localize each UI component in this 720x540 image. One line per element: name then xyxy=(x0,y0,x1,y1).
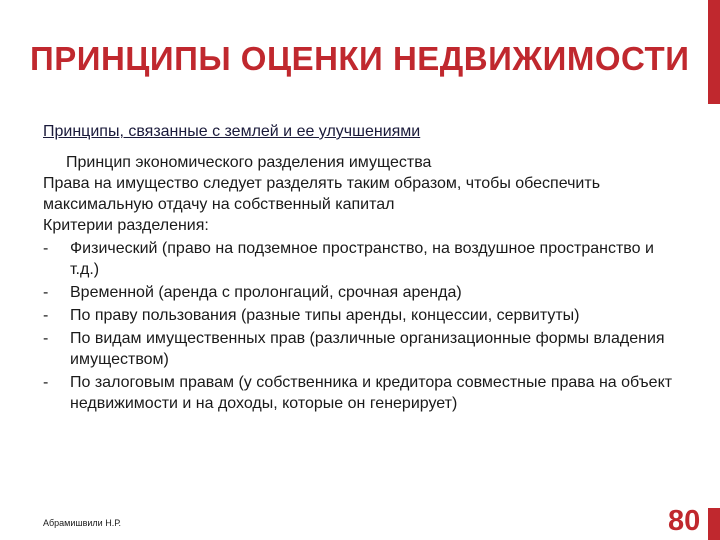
top-accent-bar xyxy=(708,0,720,104)
list-item xyxy=(43,328,683,370)
list-item-text: По залоговым правам (у собственника и кредитора совместные права на объект недвижимости и на доходы, которые он генерирует) xyxy=(70,374,673,412)
slide-title: ПРИНЦИПЫ ОЦЕНКИ НЕДВИЖИМОСТИ xyxy=(30,40,690,77)
bullet-dash: - xyxy=(43,330,49,347)
list-item xyxy=(43,282,683,303)
list-item-text: По видам имущественных прав (различные организационные формы владения имуществом) xyxy=(70,330,665,368)
bullet-dash: - xyxy=(43,374,49,391)
bullet-dash: - xyxy=(43,240,49,257)
footer-author: Абрамишвили Н.Р. xyxy=(43,518,121,528)
list-item xyxy=(43,372,683,414)
bullet-dash: - xyxy=(43,284,49,301)
slide-subtitle: Принципы, связанные с землей и ее улучшениями xyxy=(43,123,421,140)
list-item-text: По праву пользования (разные типы аренды, концессии, сервитуты) xyxy=(70,307,580,324)
slide-content xyxy=(43,152,683,414)
list-item-text: Временной (аренда с пролонгаций, срочная аренда) xyxy=(70,284,462,301)
criteria-list xyxy=(43,238,683,414)
bottom-accent-bar xyxy=(708,508,720,540)
list-item xyxy=(43,305,683,326)
page-number: 80 xyxy=(668,505,701,537)
principle-heading: Принцип экономического разделения имущества xyxy=(66,154,432,171)
bullet-dash: - xyxy=(43,307,49,324)
list-item-text: Физический (право на подземное пространство, на воздушное пространство и т.д.) xyxy=(70,240,654,278)
list-item xyxy=(43,238,683,280)
criteria-heading: Критерии разделения: xyxy=(43,217,209,234)
principle-paragraph: Права на имущество следует разделять таким образом, чтобы обеспечить максимальную отдачу на собственный капитал xyxy=(43,175,601,213)
